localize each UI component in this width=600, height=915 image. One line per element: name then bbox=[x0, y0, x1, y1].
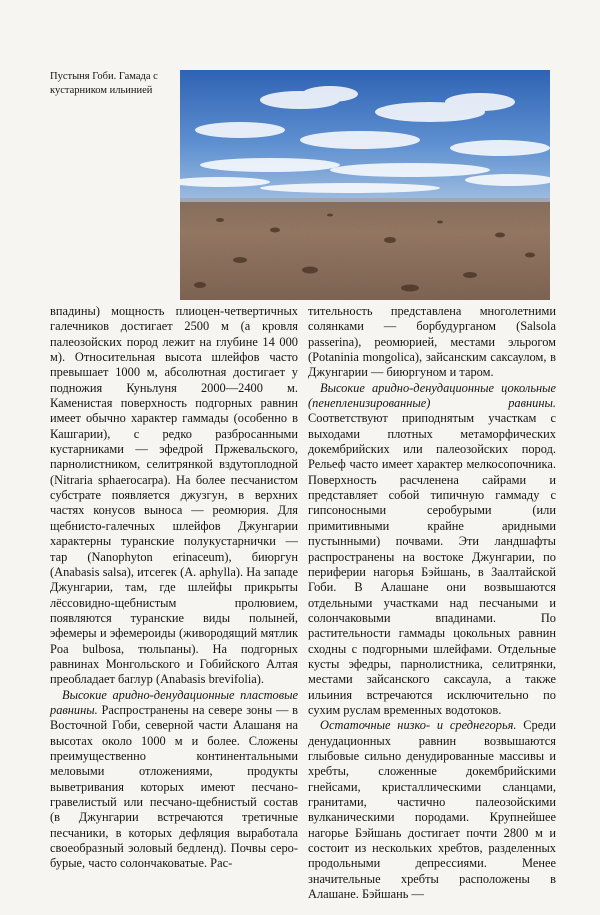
paragraph bbox=[308, 718, 556, 902]
section-text: Соответствуют приподнятым участкам с выходами плотных метаморфических докембрийских или палеозойских пород. Рельеф часто имеет характер мелкосопочника. Поверхность расчленена сайрами и представляет собой типичную гаммаду с гипсоносными серобурыми (или примитивными крайне аридными пустынными) почвами. Эти ландшафты распространены на востоке Джунгарии, по периферии нагорья Бэйшань, в Заалтайской Гоби. В Алашане они возвышаются отдельными участками над песчаными и солончаковыми впадинами. По растительности гаммады цокольных равнин сходны с подгорными шлейфами. Отдельные кусты эфедры, парнолистника, селитрянки, местами зайсанского саксаула, а также ильиния встречаются исключительно по сухим руслам временных водотоков. bbox=[308, 411, 556, 717]
paragraph bbox=[50, 688, 298, 872]
paragraph bbox=[308, 381, 556, 719]
text-column-right bbox=[308, 304, 556, 902]
paragraph: тительность представлена многолетними солянками — борбудурганом (Salsola passerina), реомюрией, местами эльрогом (Potaninia mongolica), зайсанским саксаулом, в Джунгарии — биюргуном и таром. bbox=[308, 304, 556, 380]
figure-caption: Пустыня Гоби. Гамада с кустарником ильинией bbox=[50, 71, 158, 96]
section-text: Среди денудационных равнин возвышаются глыбовые сильно денудированные массивы и хребты, сложенные докембрийскими гнейсами, кристаллическими сланцами, гранитами, частично палеозойскими вулканическими породами. Крупнейшее нагорье Бэйшань достигает почти 2800 м и состоит из нескольких хребтов, разделенных продольными депрессиями. Менее значительные хребты расположены в Алашане. Бэйшань — bbox=[308, 718, 556, 902]
desert-landscape-photo bbox=[180, 70, 550, 300]
paragraph: впадины) мощность плиоцен-четвертичных галечников достигает 2500 м (а кровля палеозойских пород лежит на глубине 14 000 м). Относительная высота шлейфов часто превышает 1000 м, абсолютная достигает у подножия Куньлуня 2000—2400 м. Каменистая поверхность подгорных равнин имеет обычно характер гаммады (особенно в Кашгарии), с редко разбросанными кустарниками — эфедрой Пржевальского, парнолистником, селитрянкой вздутоплодной (Nitraria sphaerocarpa). На более песчанистом субстрате появляется джузгун, в верхних частях конусов выноса — реомюрия. Для щебнисто-галечных шлейфов Джунгарии характерны туранские полукустарнички — тар (Nanophyton erinaceum), биюргун (Anabasis salsa), итсегек (A. aphylla). На западе Джунгарии, там, где шлейфы прикрыты лёссовидно-щебнистым пролювием, появляются туранские виды полыней, эфемеры и эфемероиды (живородящий мятлик Poa bulbosa, тюльпаны). На подгорных равнинах Монгольского и Гобийского Алтая преобладает баглур (Anabasis brevifolia). bbox=[50, 304, 298, 687]
section-lead: Высокие аридно-денудационные пластовые равнины. bbox=[50, 687, 298, 717]
section-lead: Высокие аридно-денудационные цокольные (пенепленизированные) равнины. bbox=[308, 380, 556, 411]
section-text: Распространены на севере зоны — в Восточной Гоби, северной части Алашаня на высотах около 1000 м и более. Сложены преимущественно континентальными меловыми отложениями, продукты выветривания которых имеют песчано-гравелистый или песчано-щебнистый состав (в Джунгарии встречаются третичные песчаники, в которых дефляция выработала своеобразный эоловый бедленд). Почвы серо-бурые, часто солончаковатые. Рас- bbox=[50, 702, 298, 871]
section-lead: Остаточные низко- и среднегорья. bbox=[320, 718, 517, 733]
text-column-left bbox=[50, 304, 298, 872]
